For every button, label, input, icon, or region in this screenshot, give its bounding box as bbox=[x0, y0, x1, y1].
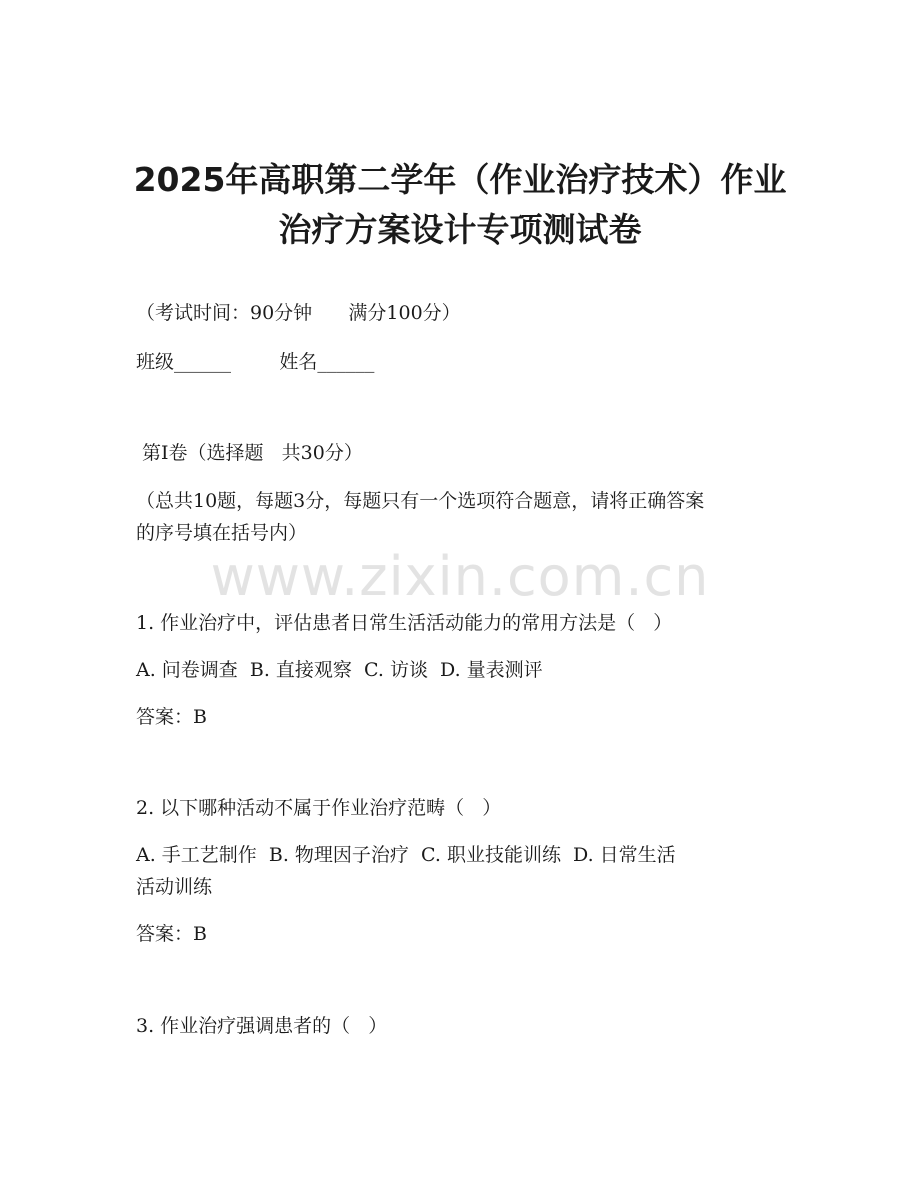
section-note-line-1: （总共10题，每题3分，每题只有一个选项符合题意，请将正确答案 bbox=[136, 490, 705, 512]
question-2-answer: 答案：B bbox=[136, 923, 207, 945]
section-note-line-2: 的序号填在括号内） bbox=[136, 522, 308, 544]
exam-info: （考试时间：90分钟 满分100分） bbox=[136, 302, 461, 324]
exam-title-line-1: 2025年高职第二学年（作业治疗技术）作业 bbox=[133, 160, 787, 199]
question-2-options-line-1: A. 手工艺制作 B. 物理因子治疗 C. 职业技能训练 D. 日常生活 bbox=[136, 844, 676, 866]
exam-title-line-2: 治疗方案设计专项测试卷 bbox=[278, 210, 642, 249]
section-heading: 第I卷（选择题 共30分） bbox=[136, 442, 363, 464]
question-1-answer: 答案：B bbox=[136, 706, 207, 728]
question-2-options-line-2: 活动训练 bbox=[136, 876, 213, 898]
class-name-fields: 班级______ 姓名______ bbox=[136, 351, 375, 373]
watermark: www.zixin.com.cn bbox=[210, 545, 710, 608]
question-3-stem: 3. 作业治疗强调患者的（ ） bbox=[136, 1015, 388, 1037]
question-1-options: A. 问卷调查 B. 直接观察 C. 访谈 D. 量表测评 bbox=[136, 659, 543, 681]
question-1-stem: 1. 作业治疗中，评估患者日常生活活动能力的常用方法是（ ） bbox=[136, 612, 673, 634]
question-2-stem: 2. 以下哪种活动不属于作业治疗范畴（ ） bbox=[136, 797, 502, 819]
